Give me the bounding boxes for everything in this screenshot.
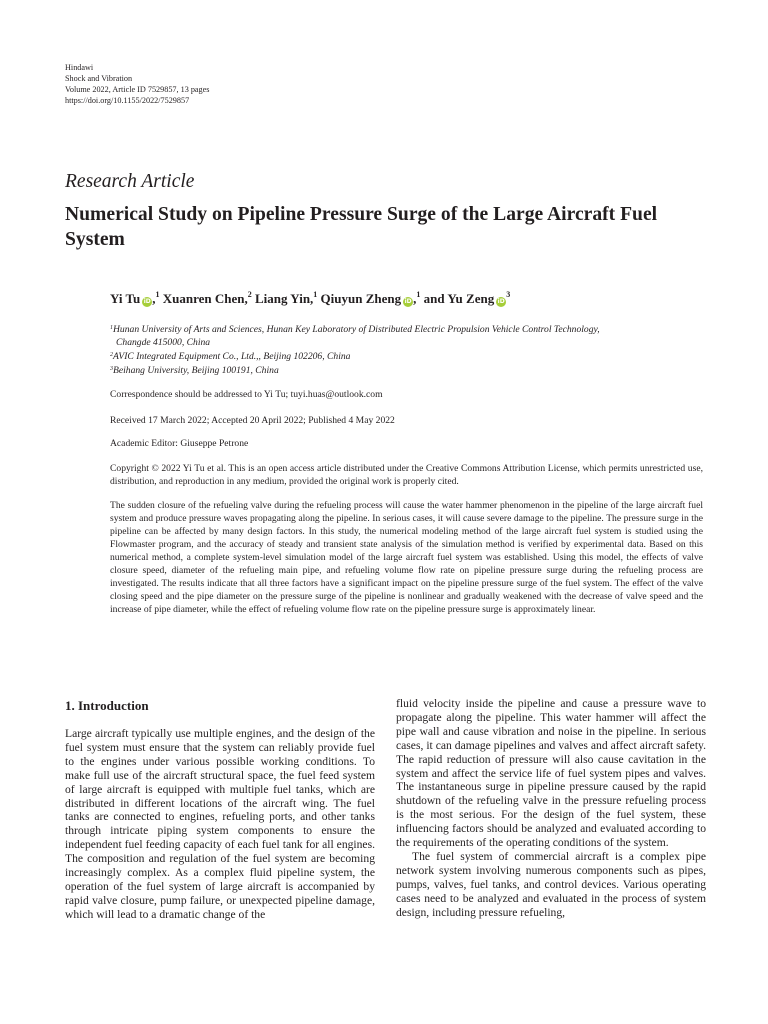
author-name: Yi Tu: [110, 291, 141, 306]
orcid-icon[interactable]: iD: [497, 298, 505, 305]
author-affil-mark: 2: [247, 290, 252, 299]
author-sep: ,: [413, 291, 417, 306]
author-name: Liang Yin,: [255, 291, 314, 306]
affiliations: [110, 322, 710, 377]
orcid-icon[interactable]: iD: [143, 298, 151, 305]
author-sep: ,: [152, 291, 156, 306]
paper-title: Numerical Study on Pipeline Pressure Surge of the Large Aircraft Fuel System: [65, 204, 658, 250]
doi-link[interactable]: https://doi.org/10.1155/2022/7529857: [65, 96, 190, 105]
academic-editor: Academic Editor: Giuseppe Petrone: [110, 438, 249, 449]
body-paragraph: The fuel system of commercial aircraft is a complex pipe network system involving numerous components such as pipes, pumps, valves, fuel tanks, and control devices. Various operating cases need to be analyzed and evaluated in the process of system design, including pressure refueling,: [396, 849, 706, 919]
author-list: [110, 290, 510, 307]
affiliation-item: $^2$AVIC Integrated Equipment Co., Ltd.,, Beijing 102206, China: [110, 351, 351, 362]
section-heading: 1. Introduction: [65, 698, 149, 713]
article-type: Research Article: [65, 171, 195, 192]
correspondence: Correspondence should be addressed to Yi Tu; tuyi.huas@outlook.com: [110, 389, 383, 400]
body-column-right: [396, 697, 706, 920]
author-name: Xuanren Chen,: [162, 291, 248, 306]
author-affil-mark: 1: [313, 290, 318, 299]
author-affil-mark: 3: [506, 290, 511, 299]
body-paragraph: fluid velocity inside the pipeline and cause a pressure wave to propagate along the pipeline. This water hammer will affect the pipe wall and cause vibration and noise in the pipeline. In serious cases, it can damage pipelines and valves and affect aircraft safety. The rapid reduction of pressure will also cause cavitation in the system and affect the service life of fuel system pipes and valves. The instantaneous surge in pipeline pressure caused by the rapid shutdown of the refueling valve in the pressure refueling process is the most serious. For the design of the fuel system, these influencing factors should be analyzed and evaluated according to the requirements of the operating conditions of the system.: [396, 697, 706, 850]
body-paragraph: Large aircraft typically use multiple engines, and the design of the fuel system must ensure that the system can reliably provide fuel to the engines under various possible working conditions. To make full use of the aircraft structural space, the fuel feed system of large aircraft is equipped with multiple fuel tanks, which are distributed in different locations of the aircraft wing. The fuel tanks are connected to engines, refueling ports, and other tanks through intricate piping system components to ensure the independent fuel feeding capacity of each fuel tank for all engines. The composition and regulation of the fuel system are becoming increasingly complex. As a complex fluid pipeline system, the operation of the fuel system of large aircraft is accompanied by rapid valve closure, pump failure, or unexpected pipeline damage, which will lead to a dramatic change of the: [65, 727, 375, 921]
journal-header: [65, 62, 209, 106]
body-column-left: [65, 727, 375, 922]
author-name: Qiuyun Zheng: [320, 291, 402, 306]
article-dates: Received 17 March 2022; Accepted 20 April 2022; Published 4 May 2022: [110, 415, 395, 426]
copyright-notice: Copyright © 2022 Yi Tu et al. This is an open access article distributed under the Creative Commons Attribution License, which permits unrestricted use, distribution, and reproduction in any medium, provided the original work is properly cited.: [110, 463, 703, 487]
abstract-text: The sudden closure of the refueling valve during the refueling process will cause the water hammer phenomenon in the pipeline of the large aircraft fuel system and produce pressure waves propagating along the pipeline. In serious cases, it will cause severe damage to the pipeline. The pressure surge in the pipeline can be affected by many design factors. In this study, the numerical modeling method of the large aircraft fuel system is studied using the Flowmaster program, and the accuracy of steady and transient state analysis of the simulation method is verified by experimental data. Based on this numerical method, a complete system-level simulation model of the large aircraft fuel system was established. Using this model, the effects of valve closure speed, diameter of the refueling main pipe, and refueling volume flow rate on pipeline pressure surge during the refueling process are investigated. The results indicate that all three factors have a significant impact on the pipeline pressure surge of the fuel system. The effect of the valve closing speed and the pipe diameter on the pressure surge of the pipeline is nonlinear and gradually weakened with the decrease of valve speed and the increase of pipe diameter, while the effect of refueling volume flow rate on the pipeline pressure surge is approximately linear.: [110, 500, 703, 615]
author-affil-mark: 1: [155, 290, 160, 299]
orcid-icon[interactable]: iD: [404, 298, 412, 305]
volume-info: Volume 2022, Article ID 7529857, 13 pages: [65, 85, 210, 94]
journal-name: Shock and Vibration: [65, 74, 133, 83]
author-name: and Yu Zeng: [423, 291, 495, 306]
affiliation-item: $^3$Beihang University, Beijing 100191, China: [110, 365, 279, 376]
abstract: [110, 499, 703, 616]
affiliation-item: $^1$Hunan University of Arts and Sciences, Hunan Key Laboratory of Distributed Electric Propulsion Vehicle Control Technology,: [110, 324, 600, 335]
publisher-name: Hindawi: [65, 63, 94, 72]
affiliation-item-cont: Changde 415000, China: [116, 337, 211, 348]
author-affil-mark: 1: [416, 290, 421, 299]
